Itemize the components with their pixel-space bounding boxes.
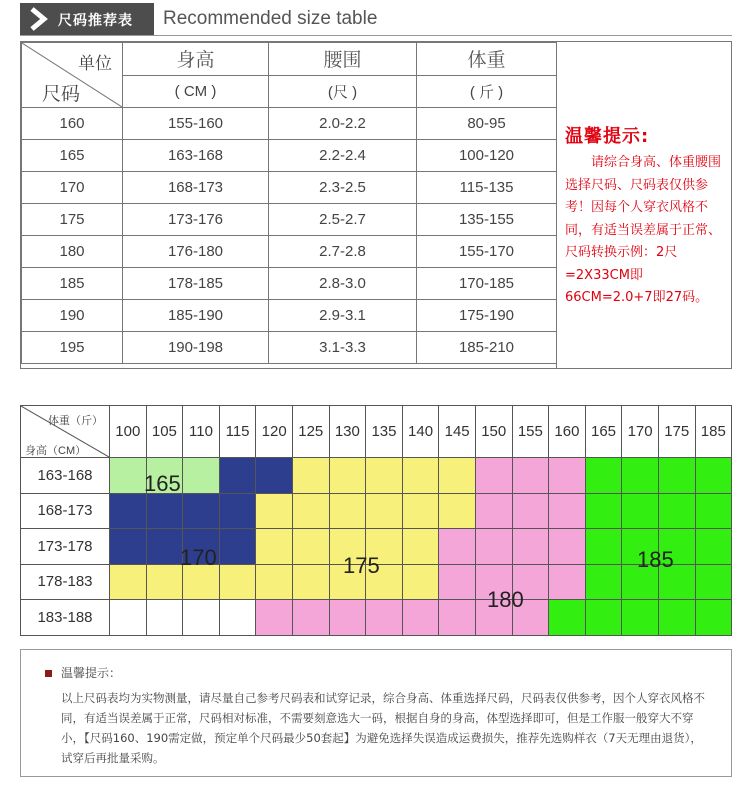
header-tab bbox=[20, 3, 154, 35]
grid-cell bbox=[146, 600, 183, 636]
grid-cell bbox=[292, 564, 329, 600]
grid-cell bbox=[512, 458, 549, 494]
grid-weight-header: 130 bbox=[329, 406, 366, 458]
size-row bbox=[22, 108, 557, 140]
weight-cell: 115-135 bbox=[417, 172, 557, 204]
height-cell: 173-176 bbox=[123, 204, 269, 236]
grid-cell bbox=[439, 493, 476, 529]
grid-cell bbox=[439, 600, 476, 636]
grid-cell bbox=[622, 458, 659, 494]
size-cell: 165 bbox=[22, 140, 123, 172]
weight-cell: 80-95 bbox=[417, 108, 557, 140]
grid-cell bbox=[329, 493, 366, 529]
grid-cell bbox=[549, 493, 586, 529]
grid-cell bbox=[366, 458, 403, 494]
grid-cell bbox=[585, 458, 622, 494]
col-unit-waist: (尺 ) bbox=[269, 75, 417, 108]
grid-cell bbox=[549, 529, 586, 565]
grid-height-label: 168-173 bbox=[21, 493, 110, 529]
grid-weight-header: 160 bbox=[549, 406, 586, 458]
size-note-body: 请综合身高、体重腰围选择尺码、尺码表仅供参考！因每个人穿衣风格不同，有适当误差属于正常、尺码转换示例：2尺=2X33CM即66CM=2.0+7即27码。 bbox=[565, 155, 722, 305]
grid-cell bbox=[439, 564, 476, 600]
size-note-title: 温馨提示: bbox=[565, 126, 650, 147]
size-row bbox=[22, 172, 557, 204]
grid-weight-header: 140 bbox=[402, 406, 439, 458]
grid-weight-header: 150 bbox=[475, 406, 512, 458]
grid-cell bbox=[585, 564, 622, 600]
grid-cell bbox=[366, 493, 403, 529]
grid-cell bbox=[366, 600, 403, 636]
grid-cell bbox=[256, 529, 293, 565]
grid-cell bbox=[402, 529, 439, 565]
grid-weight-header: 175 bbox=[658, 406, 695, 458]
grid-cell bbox=[329, 458, 366, 494]
size-cell: 170 bbox=[22, 172, 123, 204]
weight-cell: 135-155 bbox=[417, 204, 557, 236]
grid-cell bbox=[695, 529, 732, 565]
waist-cell: 2.3-2.5 bbox=[269, 172, 417, 204]
corner-unit-label: 单位 bbox=[78, 54, 112, 73]
grid-weight-header: 170 bbox=[622, 406, 659, 458]
header-divider bbox=[20, 35, 732, 36]
waist-cell: 2.0-2.2 bbox=[269, 108, 417, 140]
grid-cell bbox=[110, 564, 147, 600]
grid-cell bbox=[475, 493, 512, 529]
waist-cell: 2.7-2.8 bbox=[269, 236, 417, 268]
grid-weight-header: 115 bbox=[219, 406, 256, 458]
header-tab-label: 尺码推荐表 bbox=[58, 13, 133, 29]
zone-label-170: 170 bbox=[180, 545, 217, 570]
grid-cell bbox=[695, 458, 732, 494]
size-note bbox=[556, 42, 732, 368]
col-unit-height: ( CM ) bbox=[123, 75, 269, 108]
size-grid bbox=[20, 405, 732, 636]
grid-cell bbox=[585, 600, 622, 636]
grid-cell bbox=[439, 529, 476, 565]
grid-corner bbox=[21, 406, 110, 458]
zone-label-165: 165 bbox=[144, 471, 181, 496]
grid-cell bbox=[329, 600, 366, 636]
grid-cell bbox=[292, 529, 329, 565]
grid-cell bbox=[512, 493, 549, 529]
grid-weight-header: 185 bbox=[695, 406, 732, 458]
height-cell: 185-190 bbox=[123, 300, 269, 332]
zone-label-175: 175 bbox=[343, 553, 380, 578]
weight-cell: 175-190 bbox=[417, 300, 557, 332]
grid-corner-height-label: 身高（CM） bbox=[25, 445, 87, 457]
grid-height-label: 163-168 bbox=[21, 458, 110, 494]
size-table-corner bbox=[22, 43, 123, 108]
size-cell: 190 bbox=[22, 300, 123, 332]
height-cell: 168-173 bbox=[123, 172, 269, 204]
waist-cell: 2.5-2.7 bbox=[269, 204, 417, 236]
size-row bbox=[22, 332, 557, 364]
notice-body: 以上尺码表均为实物测量，请尽量自己参考尺码表和试穿记录，综合身高、体重选择尺码，尺码表仅供参考，因个人穿衣风格不同，有适当误差属于正常，尺码相对标准，不需要刻意选大一码，根据自身的身高，体型选择即可，但是工作服一般穿大不穿小，【尺码160、190需定做，预定单个尺码最少50套起】为避免选择失误造成运费损失，推荐先选购样衣（7天无理由退货），试穿后再批量采购。 bbox=[61, 691, 705, 765]
grid-cell bbox=[658, 493, 695, 529]
grid-cell bbox=[292, 600, 329, 636]
chevron-right-icon bbox=[26, 5, 52, 33]
grid-cell bbox=[219, 458, 256, 494]
size-cell: 185 bbox=[22, 268, 123, 300]
zone-label-180: 180 bbox=[487, 587, 524, 612]
grid-weight-header: 145 bbox=[439, 406, 476, 458]
notice-box bbox=[20, 649, 732, 777]
grid-cell bbox=[585, 529, 622, 565]
col-header-waist: 腰围 bbox=[269, 43, 417, 76]
grid-cell bbox=[292, 493, 329, 529]
col-unit-weight: ( 斤 ) bbox=[417, 75, 557, 108]
corner-size-label: 尺码 bbox=[42, 84, 81, 105]
grid-cell bbox=[402, 493, 439, 529]
notice-bullet bbox=[45, 670, 52, 677]
size-cell: 175 bbox=[22, 204, 123, 236]
grid-cell bbox=[622, 600, 659, 636]
grid-cell bbox=[658, 600, 695, 636]
size-row bbox=[22, 140, 557, 172]
grid-cell bbox=[219, 529, 256, 565]
weight-cell: 100-120 bbox=[417, 140, 557, 172]
grid-cell bbox=[183, 600, 220, 636]
grid-weight-header: 100 bbox=[110, 406, 147, 458]
grid-cell bbox=[219, 600, 256, 636]
grid-height-label: 178-183 bbox=[21, 564, 110, 600]
grid-row bbox=[21, 458, 732, 494]
grid-cell bbox=[402, 458, 439, 494]
waist-cell: 2.9-3.1 bbox=[269, 300, 417, 332]
grid-weight-header: 135 bbox=[366, 406, 403, 458]
size-row bbox=[22, 236, 557, 268]
grid-weight-header: 155 bbox=[512, 406, 549, 458]
grid-cell bbox=[402, 600, 439, 636]
grid-cell bbox=[695, 564, 732, 600]
grid-cell bbox=[622, 493, 659, 529]
grid-cell bbox=[183, 493, 220, 529]
zone-label-185: 185 bbox=[637, 547, 674, 572]
size-row bbox=[22, 268, 557, 300]
col-header-height: 身高 bbox=[123, 43, 269, 76]
grid-cell bbox=[512, 529, 549, 565]
grid-cell bbox=[658, 458, 695, 494]
height-cell: 163-168 bbox=[123, 140, 269, 172]
waist-cell: 2.2-2.4 bbox=[269, 140, 417, 172]
waist-cell: 3.1-3.3 bbox=[269, 332, 417, 364]
size-row bbox=[22, 204, 557, 236]
height-cell: 190-198 bbox=[123, 332, 269, 364]
grid-cell bbox=[110, 529, 147, 565]
grid-cell bbox=[549, 564, 586, 600]
grid-weight-header: 105 bbox=[146, 406, 183, 458]
size-cell: 180 bbox=[22, 236, 123, 268]
height-cell: 155-160 bbox=[123, 108, 269, 140]
grid-cell bbox=[292, 458, 329, 494]
weight-cell: 170-185 bbox=[417, 268, 557, 300]
grid-cell bbox=[110, 458, 147, 494]
height-cell: 178-185 bbox=[123, 268, 269, 300]
grid-weight-header: 110 bbox=[183, 406, 220, 458]
grid-weight-header: 125 bbox=[292, 406, 329, 458]
size-table-grid bbox=[21, 42, 557, 364]
grid-cell bbox=[695, 493, 732, 529]
weight-cell: 185-210 bbox=[417, 332, 557, 364]
notice-title: 温馨提示： bbox=[61, 666, 122, 680]
grid-row bbox=[21, 600, 732, 636]
grid-cell bbox=[256, 600, 293, 636]
grid-weight-header: 120 bbox=[256, 406, 293, 458]
page-title: Recommended size table bbox=[163, 8, 378, 29]
size-row bbox=[22, 300, 557, 332]
grid-height-label: 183-188 bbox=[21, 600, 110, 636]
grid-cell bbox=[256, 458, 293, 494]
grid-cell bbox=[475, 529, 512, 565]
grid-cell bbox=[219, 564, 256, 600]
grid-cell bbox=[549, 458, 586, 494]
grid-cell bbox=[256, 564, 293, 600]
grid-row bbox=[21, 493, 732, 529]
grid-cell bbox=[256, 493, 293, 529]
grid-cell bbox=[146, 564, 183, 600]
grid-cell bbox=[110, 493, 147, 529]
size-cell: 195 bbox=[22, 332, 123, 364]
grid-cell bbox=[549, 600, 586, 636]
height-cell: 176-180 bbox=[123, 236, 269, 268]
waist-cell: 2.8-3.0 bbox=[269, 268, 417, 300]
grid-cell bbox=[475, 458, 512, 494]
grid-cell bbox=[439, 458, 476, 494]
weight-cell: 155-170 bbox=[417, 236, 557, 268]
grid-cell bbox=[585, 493, 622, 529]
col-header-weight: 体重 bbox=[417, 43, 557, 76]
grid-cell bbox=[146, 529, 183, 565]
size-grid-table bbox=[20, 405, 732, 636]
grid-height-label: 173-178 bbox=[21, 529, 110, 565]
grid-cell bbox=[110, 600, 147, 636]
grid-cell bbox=[146, 493, 183, 529]
grid-cell bbox=[402, 564, 439, 600]
grid-cell bbox=[219, 493, 256, 529]
grid-cell bbox=[183, 458, 220, 494]
grid-corner-weight-label: 体重（斤） bbox=[48, 415, 103, 427]
grid-cell bbox=[695, 600, 732, 636]
size-table bbox=[20, 41, 732, 369]
grid-weight-header: 165 bbox=[585, 406, 622, 458]
size-cell: 160 bbox=[22, 108, 123, 140]
